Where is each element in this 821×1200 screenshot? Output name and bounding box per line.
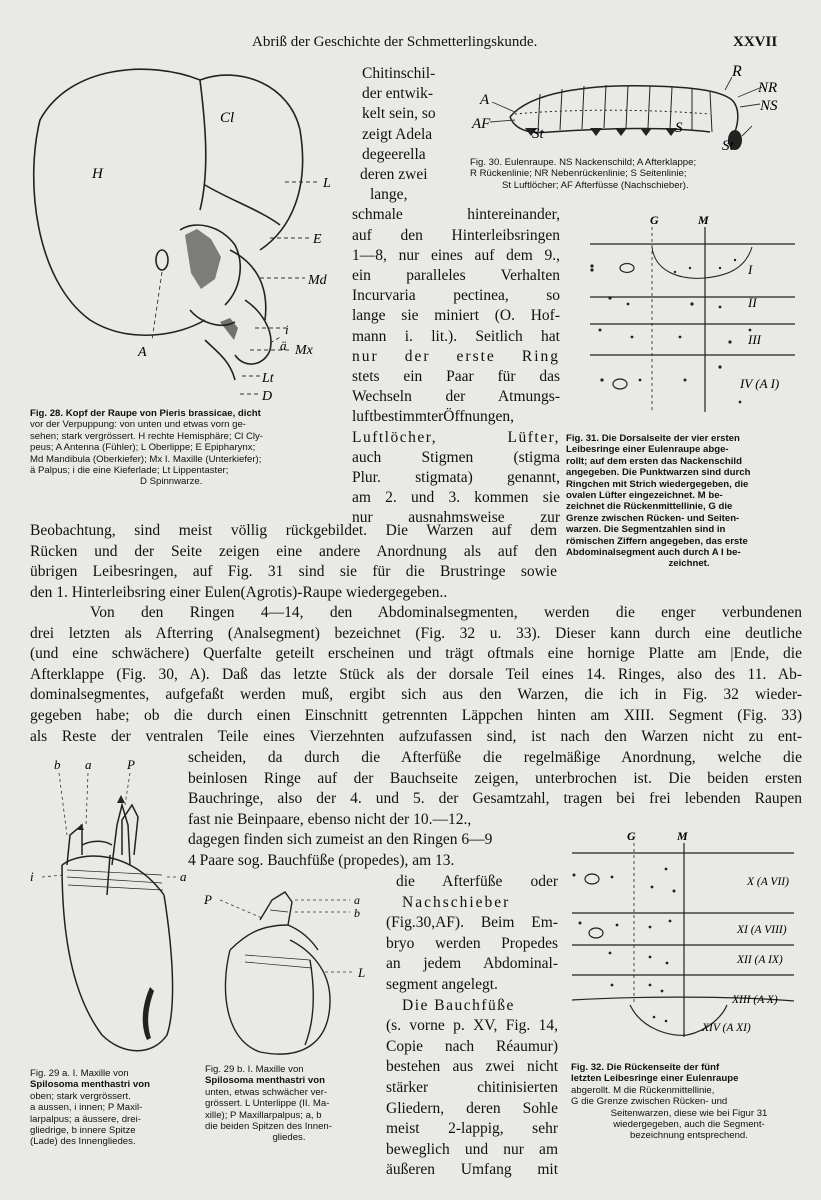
fig29a-label-i: i: [30, 869, 34, 884]
fig30-label-St2: St: [722, 138, 734, 154]
text-line: bryo werden Propedes: [386, 934, 558, 952]
caption-line: Grenze zwischen Rücken- und Seiten-: [566, 512, 740, 524]
text-line: die Afterfüße oder: [396, 873, 558, 890]
text-paragraph-abdominal: [30, 603, 802, 747]
fig28-label-L: L: [323, 176, 331, 191]
text-line: degeerella: [362, 145, 426, 163]
text-line: Plur. stigmata) genannt,: [352, 469, 560, 487]
text-line: (s. vorne p. XV, Fig. 14,: [386, 1017, 558, 1035]
text-line: lange sie miniert (O. Hof-: [352, 307, 560, 325]
text-line: stets ein Paar für das: [352, 368, 560, 386]
fig29b-label-b: b: [354, 906, 360, 920]
caption-line: Seitenwarzen, diese wie bei Figur 31: [610, 1107, 768, 1119]
caption-line: bezeichnung entsprechend.: [630, 1130, 748, 1142]
caption-line: oben; stark vergrössert.: [30, 1090, 131, 1102]
text-line: als Reste der ventralen Teile eines Vierzehnten aufzufassen sind, ist nach den Warzen nicht zu ent-: [30, 727, 802, 745]
text-line: zeigt Adela: [362, 125, 433, 143]
text-line: segment angelegt.: [386, 975, 498, 993]
text-line: Bauchringe, also der 4. und 5. der Gesamtzahl, tragen bei frei lebenden Raupen: [188, 790, 802, 808]
caption-line: warzen. Die Segmentzahlen sind in: [566, 524, 726, 536]
text-line: lange,: [370, 186, 408, 204]
fig28-label-D: D: [262, 389, 273, 404]
fig28-label-a: ä: [280, 338, 287, 353]
caption-line: Fig. 30. Eulenraupe. NS Nackenschild; A Afterklappe;: [470, 157, 697, 168]
fig28-label-Cl: Cl: [220, 110, 235, 126]
text-line: Gliedern, deren Sohle: [386, 1099, 558, 1117]
figure-29b-maxilla-bottom: [200, 880, 380, 1060]
text-line: Nachschieber: [402, 893, 511, 911]
caption-line: Fig. 32. Die Rückenseite der fünf: [571, 1062, 720, 1073]
caption-line: angegeben. Die Punktwarzen sind durch: [566, 467, 751, 479]
text-line: äußeren Umfang mit: [386, 1161, 558, 1179]
fig31-label-M: M: [698, 213, 709, 227]
figure-30-caterpillar: [470, 62, 800, 162]
text-line: kelt sein, so: [362, 105, 436, 123]
text-line: dominalsegmentes, aufgefaßt werden muß, ergibt sich aus den Warzen, die ich in Fig. 32 wieder-: [30, 686, 802, 704]
caption-line: grössert. L Unterlippe (II. Ma-: [205, 1098, 330, 1110]
text-line: scheiden, da durch die Afterfüße die regelmäßige Anordnung, welche die: [188, 749, 802, 766]
caption-line: Fig. 29 a. I. Maxille von: [30, 1068, 129, 1079]
fig31-label-III: III: [748, 332, 761, 347]
caption-line: Spilosoma menthastri von: [205, 1075, 325, 1087]
caption-line: larpalpus; a äussere, drei-: [30, 1113, 141, 1125]
text-line: nur der erste Ring: [352, 347, 560, 365]
fig30-label-NR: NR: [758, 80, 778, 96]
fig29a-label-b: b: [54, 757, 61, 772]
figure-28-caption: [30, 408, 352, 488]
text-line: luftbestimmterÖffnungen,: [352, 408, 515, 426]
text-line: Afterklappe (Fig. 30, A). Daß das letzte Stück als der dorsale Teil eines 14. Ringes, also des 11. Ab-: [30, 665, 802, 683]
fig30-label-AF: AF: [472, 116, 491, 132]
caption-line: Ringchen mit Strich wiedergegeben, die: [566, 478, 749, 490]
text-line: Luftlöcher, Lüfter,: [352, 428, 560, 446]
figure-28-caterpillar-head: [30, 60, 360, 405]
fig30-label-S: S: [675, 120, 683, 136]
fig28-label-H: H: [92, 166, 103, 182]
figure-29b-caption: [205, 1064, 373, 1144]
text-line: deren zwei: [360, 166, 428, 184]
text-line: Die Bauchfüße: [402, 996, 515, 1014]
text-line: beweglich und nur am: [386, 1140, 558, 1158]
figure-32-dorsal-last-segments: [562, 825, 807, 1045]
text-line: ein paralleles Verhalten: [352, 267, 560, 285]
text-line: bestehen aus zwei nicht: [386, 1058, 558, 1076]
caption-line: Fig. 29 b. I. Maxille von: [205, 1064, 304, 1075]
caption-line: Spilosoma menthastri von: [30, 1079, 150, 1091]
fig32-label-M: M: [677, 829, 688, 843]
fig31-label-II: II: [748, 295, 757, 310]
fig30-label-NS: NS: [760, 98, 778, 114]
text-line: auch Stigmen (stigma: [352, 448, 560, 466]
fig28-label-Mx: Mx: [295, 343, 313, 358]
text-block-narrow: [386, 872, 558, 1181]
figure-32-caption: [571, 1062, 807, 1142]
text-line: den 1. Hinterleibsring einer Eulen(Agrotis)-Raupe wiedergegeben..: [30, 583, 448, 601]
running-header: Abriß der Geschichte der Schmetterlingskunde.: [252, 34, 538, 50]
caption-line: ovalen Lüfter eingezeichnet. M be-: [566, 490, 723, 502]
fig28-label-A: A: [138, 345, 147, 360]
caption-line: St Luftlöcher; AF Afterfüsse (Nachschieber).: [502, 179, 689, 191]
caption-line: die beiden Spitzen des Innen-: [205, 1121, 332, 1133]
text-block-observation: [30, 521, 557, 603]
caption-line: xille); P Maxillarpalpus; a, b: [205, 1109, 322, 1121]
fig31-label-I: I: [748, 262, 753, 277]
fig29a-label-a: a: [85, 757, 92, 772]
fig32-label-XIV: XIV (A XI): [702, 1022, 751, 1034]
caption-line: D Spinnwarze.: [140, 476, 203, 488]
text-line: am 2. und 3. kommen sie: [352, 489, 560, 507]
text-line: (und eine schwächere) Querfalte geteilt erscheinen und trägt oftmals eine hornige Platte am |Ende, die: [30, 645, 802, 663]
fig28-label-Md: Md: [308, 273, 327, 288]
text-line: fast nie Beinpaare, ebenso nicht der 10.—12.,: [188, 810, 472, 828]
fig32-label-XII: XII (A IX): [737, 954, 783, 966]
caption-line: römischen Ziffern angegeben, das erste: [566, 535, 748, 547]
fig30-label-St1: St: [532, 126, 544, 142]
caption-line: Fig. 28. Kopf der Raupe von Pieris brassicae, dicht: [30, 408, 261, 419]
text-line: meist 2-lappig, sehr: [386, 1120, 558, 1138]
text-line: auf den Hinterleibsringen: [352, 226, 560, 244]
caption-line: zeichnet die Rückenmittellinie, G die: [566, 501, 733, 513]
caption-line: Abdominalsegment auch durch A I be-: [566, 547, 741, 559]
fig29b-label-L: L: [358, 965, 366, 980]
text-line: Rücken und der Seite zeigen eine andere Anordnung als auf den: [30, 542, 557, 560]
caption-line: a aussen, i innen; P Maxil-: [30, 1102, 143, 1114]
text-line: Von den Ringen 4—14, den Abdominalsegmenten, werden die enger verbundenen: [90, 604, 802, 621]
fig28-label-Lt: Lt: [262, 371, 274, 386]
fig31-label-G: G: [650, 213, 659, 227]
figure-30-caption: [470, 157, 815, 191]
caption-line: sehen; stark vergrössert. H rechte Hemisphäre; Cl Cly-: [30, 430, 263, 442]
text-line: drei letzten als Afterring (Analsegment) bezeichnet (Fig. 32 u. 33). Dieser kann durch eine deutliche: [30, 624, 802, 642]
fig31-label-IV: IV (A I): [740, 376, 780, 391]
caption-line: abgerollt. M die Rückenmittellinie,: [571, 1084, 715, 1096]
figure-29a-caption: [30, 1068, 190, 1148]
text-line: dagegen finden sich zumeist an den Ringen 6—9: [188, 831, 493, 849]
caption-line: G die Grenze zwischen Rücken- und: [571, 1096, 728, 1108]
caption-line: Md Mandibula (Oberkiefer); Mx I. Maxille (Unterkiefer);: [30, 453, 262, 465]
text-line: an jedem Abdominal-: [386, 955, 558, 973]
fig28-label-E: E: [313, 232, 322, 247]
fig29a-label-P: P: [127, 757, 135, 772]
fig29b-label-P: P: [204, 892, 212, 907]
page-number: XXVII: [733, 34, 778, 50]
text-line: nur ausnahmsweise zur: [352, 509, 560, 527]
fig32-label-XI: XI (A VIII): [737, 924, 787, 936]
caption-line: zeichnet.: [668, 558, 710, 570]
caption-line: (Lade) des Innengliedes.: [30, 1136, 136, 1148]
fig29a-label-a2: a: [180, 869, 187, 884]
fig28-label-i: i: [285, 322, 289, 337]
text-line: mann i. lit.). Seitlich hat: [352, 327, 560, 345]
fig29b-label-a: a: [354, 893, 360, 907]
text-line: schmale hintereinander,: [352, 206, 560, 224]
text-line: übrigen Leibesringen, auf Fig. 31 sind sie für die Brustringe sowie: [30, 563, 557, 580]
text-line: Copie nach Réaumur): [386, 1037, 558, 1055]
fig30-label-A: A: [480, 92, 490, 108]
fig32-label-G: G: [627, 829, 636, 843]
text-line: (Fig.30,AF). Beim Em-: [386, 914, 558, 932]
fig32-label-X: X (A VII): [747, 876, 789, 888]
caption-line: gliedes.: [272, 1132, 306, 1144]
text-line: stärker chitinisierten: [386, 1078, 558, 1096]
caption-line: R Rückenlinie; NR Nebenrückenlinie; S Seitenlinie;: [470, 168, 687, 180]
caption-line: vor der Verpuppung: von unten und etwas vorn ge-: [30, 419, 247, 431]
text-line: 4 Paare sog. Bauchfüße (propedes), am 13.: [188, 851, 455, 869]
text-line: der entwik-: [362, 85, 434, 103]
figure-31-dorsal-segments: [580, 212, 800, 422]
text-line: gegeben habe; ob die durch einen Einschnitt getrennten Läppchen hinten am XIII. Segment (Fig. 33): [30, 706, 802, 724]
caption-line: wiedergegeben, auch die Segment-: [613, 1119, 765, 1131]
caption-line: letzten Leibesringe einer Eulenraupe: [571, 1073, 739, 1085]
caption-line: rollt; auf dem ersten das Nackenschild: [566, 455, 742, 467]
caption-line: ä Palpus; i die eine Kieferlade; Lt Lippentaster;: [30, 465, 229, 477]
text-line: Wechseln der Atmungs-: [352, 388, 560, 406]
text-line: Incurvaria pectinea, so: [352, 287, 560, 305]
figure-31-caption: [566, 433, 812, 570]
caption-line: unten, etwas schwächer ver-: [205, 1086, 328, 1098]
caption-line: gliedrige, b innere Spitze: [30, 1125, 136, 1137]
fig30-label-R: R: [732, 63, 742, 80]
caption-line: peus; A Antenna (Fühler); L Oberlippe; E Epipharynx;: [30, 442, 256, 454]
figure-29a-maxilla-top: [22, 755, 197, 1060]
text-line: 1—8, nur eines auf dem 9.,: [352, 246, 560, 264]
text-line: Chitinschil-: [362, 65, 436, 82]
text-line: Beobachtung, sind meist völlig rückgebildet. Die Warzen auf dem: [30, 522, 557, 539]
text-line: beinlosen Ringe auf der Bauchseite zeigen, unterbrochen ist. Die beiden ersten: [188, 769, 802, 787]
caption-line: Fig. 31. Die Dorsalseite der vier ersten: [566, 433, 740, 444]
fig32-label-XIII: XIII (A X): [732, 994, 778, 1006]
caption-line: Leibesringe einer Eulenraupe abge-: [566, 444, 729, 456]
